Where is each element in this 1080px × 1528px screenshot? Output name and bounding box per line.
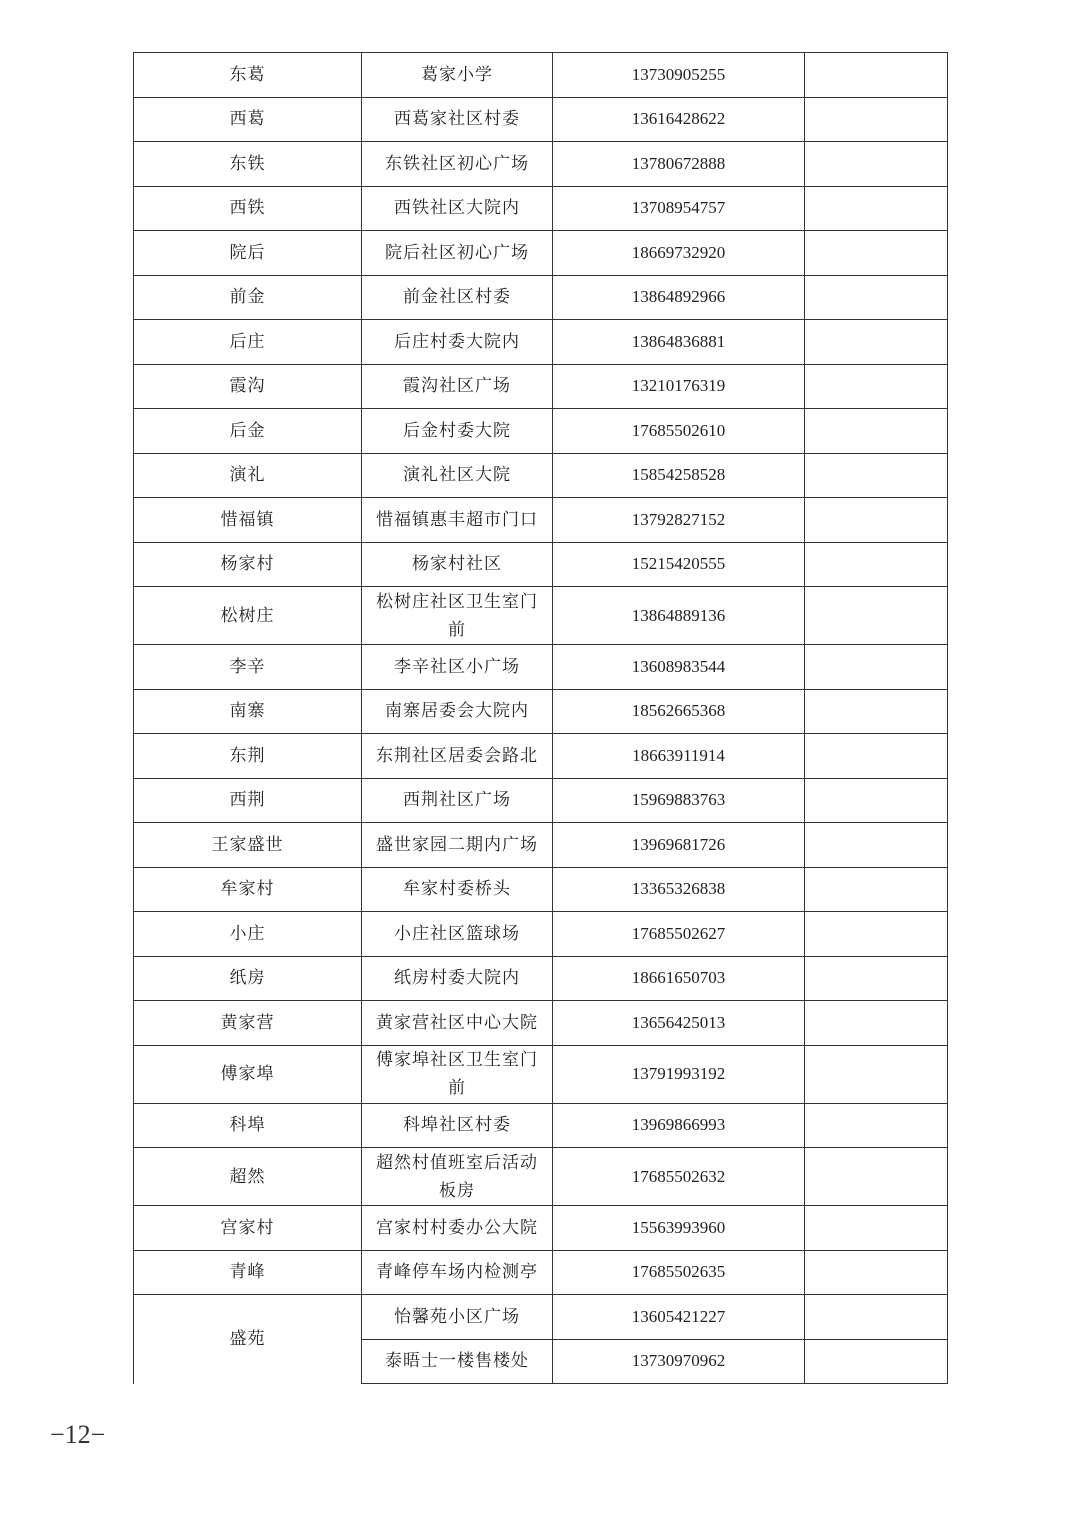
phone-cell: 13730970962: [553, 1339, 805, 1384]
phone-cell: 13792827152: [553, 498, 805, 543]
site-cell: 南寨居委会大院内: [362, 689, 553, 734]
table-row: [134, 186, 948, 231]
site-cell: 超然村值班室后活动板房: [362, 1148, 553, 1206]
phone-cell: 18661650703: [553, 956, 805, 1001]
area-cell: 王家盛世: [134, 823, 362, 868]
site-cell: 盛世家园二期内广场: [362, 823, 553, 868]
blank-cell: [805, 453, 948, 498]
area-cell: 牟家村: [134, 867, 362, 912]
area-cell: 前金: [134, 275, 362, 320]
table-row: [134, 867, 948, 912]
blank-cell: [805, 53, 948, 98]
area-cell: 南寨: [134, 689, 362, 734]
phone-cell: 18562665368: [553, 689, 805, 734]
area-cell: 西铁: [134, 186, 362, 231]
phone-cell: 13864836881: [553, 320, 805, 365]
site-cell: 杨家村社区: [362, 542, 553, 587]
phone-cell: 13608983544: [553, 645, 805, 690]
blank-cell: [805, 734, 948, 779]
phone-cell: 13864892966: [553, 275, 805, 320]
site-cell: 惜福镇惠丰超市门口: [362, 498, 553, 543]
area-cell: 后金: [134, 409, 362, 454]
site-cell: 后金村委大院: [362, 409, 553, 454]
area-cell: 演礼: [134, 453, 362, 498]
table-row: [134, 1206, 948, 1251]
site-cell: 纸房村委大院内: [362, 956, 553, 1001]
table-row: [134, 956, 948, 1001]
area-cell: 西葛: [134, 97, 362, 142]
blank-cell: [805, 1045, 948, 1103]
site-cell: 前金社区村委: [362, 275, 553, 320]
table-row: [134, 364, 948, 409]
area-cell: 盛苑: [134, 1295, 362, 1384]
site-cell: 东铁社区初心广场: [362, 142, 553, 187]
phone-cell: 13605421227: [553, 1295, 805, 1340]
table-row: [134, 1295, 948, 1340]
phone-cell: 13969681726: [553, 823, 805, 868]
table-row: [134, 142, 948, 187]
table-row: [134, 587, 948, 645]
area-cell: 惜福镇: [134, 498, 362, 543]
phone-cell: 17685502632: [553, 1148, 805, 1206]
area-cell: 杨家村: [134, 542, 362, 587]
blank-cell: [805, 1103, 948, 1148]
phone-cell: 18663911914: [553, 734, 805, 779]
site-cell: 黄家营社区中心大院: [362, 1001, 553, 1046]
site-cell: 葛家小学: [362, 53, 553, 98]
site-cell: 李辛社区小广场: [362, 645, 553, 690]
table-row: [134, 1148, 948, 1206]
page-number: −12−: [50, 1420, 106, 1449]
blank-cell: [805, 956, 948, 1001]
area-cell: 后庄: [134, 320, 362, 365]
area-cell: 宫家村: [134, 1206, 362, 1251]
phone-cell: 13780672888: [553, 142, 805, 187]
area-cell: 黄家营: [134, 1001, 362, 1046]
table-row: [134, 1250, 948, 1295]
site-cell: 霞沟社区广场: [362, 364, 553, 409]
site-cell: 后庄村委大院内: [362, 320, 553, 365]
table-row: [134, 231, 948, 276]
phone-cell: 13616428622: [553, 97, 805, 142]
site-cell: 西铁社区大院内: [362, 186, 553, 231]
phone-cell: 13656425013: [553, 1001, 805, 1046]
table-row: [134, 1045, 948, 1103]
blank-cell: [805, 912, 948, 957]
table-body: [134, 53, 948, 1384]
table-row: [134, 823, 948, 868]
blank-cell: [805, 542, 948, 587]
site-cell: 松树庄社区卫生室门前: [362, 587, 553, 645]
table-row: [134, 453, 948, 498]
blank-cell: [805, 142, 948, 187]
area-cell: 科埠: [134, 1103, 362, 1148]
blank-cell: [805, 1250, 948, 1295]
table-row: [134, 912, 948, 957]
blank-cell: [805, 231, 948, 276]
blank-cell: [805, 364, 948, 409]
blank-cell: [805, 645, 948, 690]
blank-cell: [805, 1339, 948, 1384]
phone-cell: 13210176319: [553, 364, 805, 409]
phone-cell: 13708954757: [553, 186, 805, 231]
area-cell: 小庄: [134, 912, 362, 957]
site-cell: 院后社区初心广场: [362, 231, 553, 276]
testing-sites-table: [133, 52, 948, 1384]
blank-cell: [805, 778, 948, 823]
table-row: [134, 275, 948, 320]
site-cell: 西葛家社区村委: [362, 97, 553, 142]
table-row: [134, 498, 948, 543]
site-cell: 傅家埠社区卫生室门前: [362, 1045, 553, 1103]
phone-cell: 13365326838: [553, 867, 805, 912]
phone-cell: 15854258528: [553, 453, 805, 498]
area-cell: 纸房: [134, 956, 362, 1001]
phone-cell: 17685502610: [553, 409, 805, 454]
area-cell: 青峰: [134, 1250, 362, 1295]
site-cell: 东荆社区居委会路北: [362, 734, 553, 779]
area-cell: 东葛: [134, 53, 362, 98]
area-cell: 西荆: [134, 778, 362, 823]
site-cell: 宫家村村委办公大院: [362, 1206, 553, 1251]
table-row: [134, 778, 948, 823]
blank-cell: [805, 1206, 948, 1251]
area-cell: 院后: [134, 231, 362, 276]
blank-cell: [805, 1295, 948, 1340]
phone-cell: 13969866993: [553, 1103, 805, 1148]
area-cell: 李辛: [134, 645, 362, 690]
site-cell: 牟家村委桥头: [362, 867, 553, 912]
phone-cell: 13791993192: [553, 1045, 805, 1103]
area-cell: 霞沟: [134, 364, 362, 409]
table-row: [134, 320, 948, 365]
table-row: [134, 409, 948, 454]
phone-cell: 17685502635: [553, 1250, 805, 1295]
area-cell: 超然: [134, 1148, 362, 1206]
phone-cell: 17685502627: [553, 912, 805, 957]
table-row: [134, 1001, 948, 1046]
table-row: [134, 645, 948, 690]
table-row: [134, 542, 948, 587]
table-row: [134, 53, 948, 98]
blank-cell: [805, 498, 948, 543]
blank-cell: [805, 867, 948, 912]
blank-cell: [805, 409, 948, 454]
area-cell: 东铁: [134, 142, 362, 187]
blank-cell: [805, 823, 948, 868]
blank-cell: [805, 689, 948, 734]
site-cell: 西荆社区广场: [362, 778, 553, 823]
blank-cell: [805, 1001, 948, 1046]
blank-cell: [805, 275, 948, 320]
blank-cell: [805, 1148, 948, 1206]
site-cell: 科埠社区村委: [362, 1103, 553, 1148]
table-row: [134, 1103, 948, 1148]
site-cell: 泰晤士一楼售楼处: [362, 1339, 553, 1384]
blank-cell: [805, 97, 948, 142]
site-cell: 怡馨苑小区广场: [362, 1295, 553, 1340]
site-cell: 青峰停车场内检测亭: [362, 1250, 553, 1295]
blank-cell: [805, 320, 948, 365]
phone-cell: 15215420555: [553, 542, 805, 587]
area-cell: 傅家埠: [134, 1045, 362, 1103]
phone-cell: 15563993960: [553, 1206, 805, 1251]
table-row: [134, 97, 948, 142]
phone-cell: 13864889136: [553, 587, 805, 645]
phone-cell: 18669732920: [553, 231, 805, 276]
site-cell: 小庄社区篮球场: [362, 912, 553, 957]
blank-cell: [805, 587, 948, 645]
table-row: [134, 689, 948, 734]
area-cell: 松树庄: [134, 587, 362, 645]
blank-cell: [805, 186, 948, 231]
phone-cell: 13730905255: [553, 53, 805, 98]
table-row: [134, 734, 948, 779]
area-cell: 东荆: [134, 734, 362, 779]
phone-cell: 15969883763: [553, 778, 805, 823]
site-cell: 演礼社区大院: [362, 453, 553, 498]
